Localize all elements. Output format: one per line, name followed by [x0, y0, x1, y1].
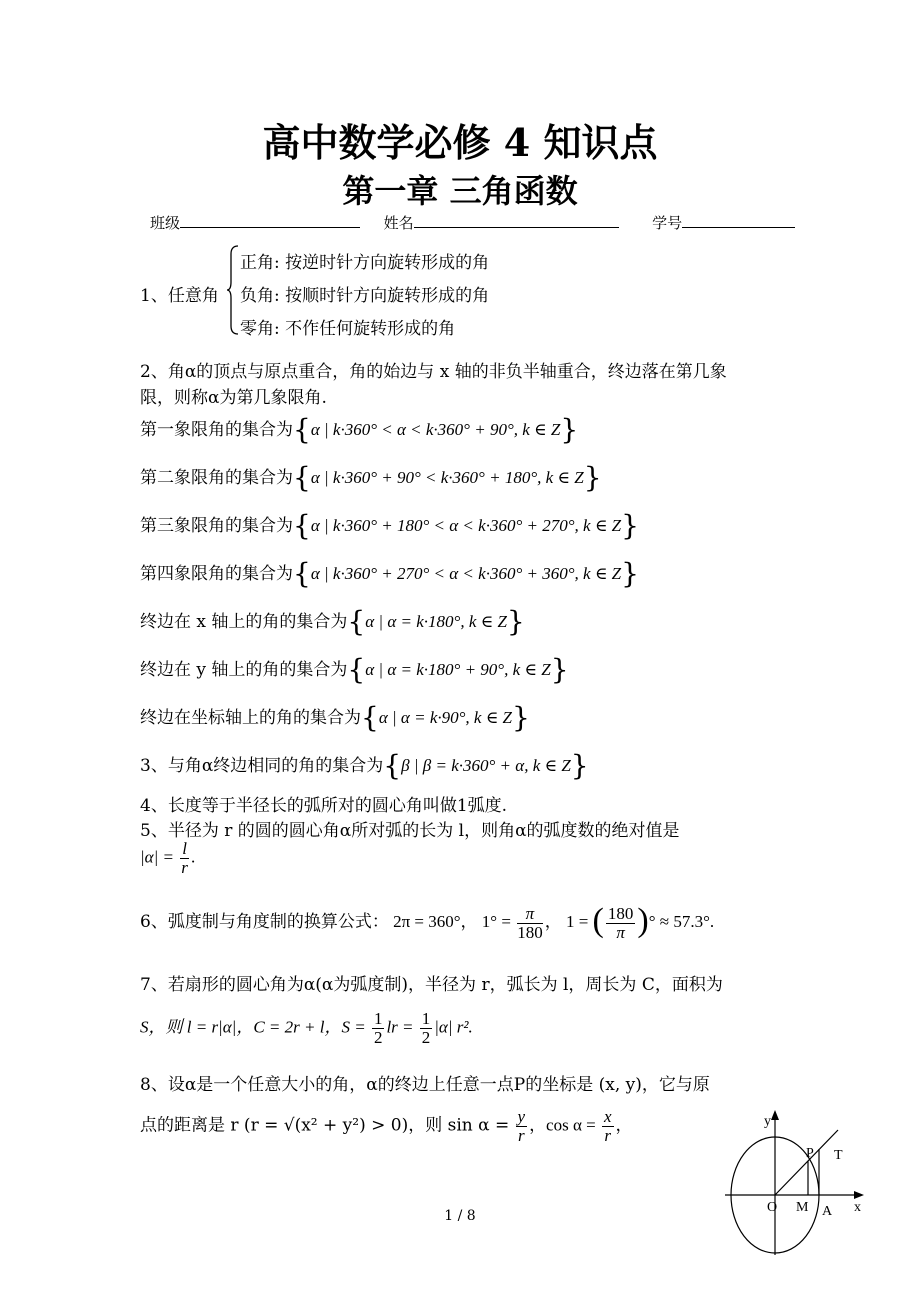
- item7-mid: lr =: [386, 1017, 414, 1037]
- q2-set: α | k·360° + 90° < k·360° + 180°, k ∈ Z: [310, 468, 584, 487]
- item7-s: S，则 l = r|α|，C = 2r + l，S =: [140, 1017, 366, 1037]
- fig-p-label: P: [806, 1146, 814, 1161]
- item8-line2: [140, 1108, 633, 1145]
- item7-line1: 7、若扇形的圆心角为α(α为弧度制)，半径为 r，弧长为 l，周长为 C，面积为: [140, 975, 723, 995]
- item8-sin-num: y: [517, 1107, 526, 1126]
- axes-row: 终边在坐标轴上的角的集合为{α | α = k·90°, k ∈ Z}: [140, 701, 530, 734]
- item8-mid: ，cos α =: [529, 1115, 596, 1135]
- brace-icon: [226, 244, 240, 336]
- name-blank[interactable]: [414, 213, 619, 228]
- class-label: 班级: [150, 214, 181, 232]
- terminal-side: [775, 1130, 838, 1195]
- header-fields: [150, 212, 795, 233]
- item8-r: 点的距离是 r (r = √(x² + y²) > 0)，则 sin α =: [140, 1115, 510, 1136]
- item6-f3-right: ° ≈ 57.3°.: [648, 912, 715, 931]
- item7-half2-den: 2: [421, 1028, 431, 1047]
- item8-cos-num: x: [603, 1107, 612, 1126]
- q1-set: α | k·360° < α < k·360° + 90°, k ∈ Z: [310, 420, 561, 439]
- item5-formula: [140, 840, 195, 877]
- x-axis-row: 终边在 x 轴上的角的集合为{α | α = k·180°, k ∈ Z}: [140, 605, 525, 638]
- item5-abs: |α| =: [140, 847, 174, 867]
- q3-row: 第三象限角的集合为{α | k·360° + 180° < α < k·360° + 270°, k ∈ Z}: [140, 509, 639, 542]
- item3-set: β | β = k·360° + α, k ∈ Z: [401, 756, 571, 775]
- item6-f1: 2π = 360°，: [393, 912, 478, 931]
- axes-set: α | α = k·90°, k ∈ Z: [378, 708, 512, 727]
- item6-f3-left: 1 =: [565, 912, 589, 931]
- item1-zero: 零角: 不作任何旋转形成的角: [240, 319, 456, 339]
- q2-label: 第二象限角的集合为: [140, 468, 293, 488]
- q1-row: 第一象限角的集合为{α | k·360° < α < k·360° + 90°, k ∈ Z}: [140, 413, 579, 446]
- q1-label: 第一象限角的集合为: [140, 420, 293, 440]
- item7-half-num: 1: [373, 1009, 383, 1028]
- fig-m-label: M: [796, 1200, 809, 1215]
- q4-label: 第四象限角的集合为: [140, 564, 293, 584]
- item8-end: ，: [615, 1115, 633, 1135]
- y-axis-set: α | α = k·180° + 90°, k ∈ Z: [365, 660, 551, 679]
- fig-o-label: O: [767, 1200, 778, 1215]
- item1-positive: 正角: 按逆时针方向旋转形成的角: [240, 253, 490, 273]
- q4-row: 第四象限角的集合为{α | k·360° + 270° < α < k·360° + 360°, k ∈ Z}: [140, 557, 639, 590]
- item3-label: 3、与角α终边相同的角的集合为: [140, 756, 384, 776]
- item6-f3-den: π: [616, 922, 625, 942]
- x-axis-set: α | α = k·180°, k ∈ Z: [365, 612, 507, 631]
- chapter-title: 第一章 三角函数: [342, 172, 578, 210]
- page-number: 1 / 8: [444, 1208, 476, 1224]
- item8-sin-den: r: [517, 1126, 525, 1145]
- item6-row: 6、弧度制与角度制的换算公式： 2π = 360°， 1° = $\frac{\pi}{180}$ ， 1 = ( $\frac{180}{\pi}$ )° ≈ 57.3°.: [140, 902, 715, 942]
- item4: 4、长度等于半径长的弧所对的圆心角叫做1弧度.: [140, 796, 508, 816]
- item7-formula: [140, 1010, 473, 1047]
- item7-end: |α| r².: [434, 1017, 473, 1037]
- q3-set: α | k·360° + 180° < α < k·360° + 270°, k ∈ Z: [310, 516, 622, 535]
- class-blank[interactable]: [180, 213, 360, 228]
- item2-line2: 限，则称α为第几象限角.: [140, 388, 327, 408]
- x-axis-label: 终边在 x 轴上的角的集合为: [140, 612, 348, 632]
- fig-a-label: A: [822, 1204, 833, 1219]
- item6-f2-num: π: [517, 905, 543, 924]
- item1-negative: 负角: 按顺时针方向旋转形成的角: [240, 286, 490, 306]
- item6-sep: ，: [544, 912, 562, 931]
- axes-label: 终边在坐标轴上的角的集合为: [140, 708, 361, 728]
- fig-y-label: y: [764, 1114, 771, 1129]
- item5-den: r: [181, 858, 188, 877]
- fig-t-label: T: [834, 1148, 843, 1163]
- item6-f2-left: 1° =: [481, 912, 511, 931]
- id-label: 学号: [652, 214, 683, 232]
- item5-num: l: [182, 839, 187, 858]
- item6-f3-num: 180: [607, 903, 634, 923]
- x-arrow-icon: [854, 1191, 864, 1199]
- item5-end: .: [190, 847, 196, 867]
- item8-cos-den: r: [604, 1126, 612, 1145]
- y-axis-label: 终边在 y 轴上的角的集合为: [140, 660, 348, 680]
- item7-half-den: 2: [373, 1028, 383, 1047]
- page-title: 高中数学必修 4 知识点: [262, 120, 658, 165]
- item2-line1: 2、角α的顶点与原点重合，角的始边与 x 轴的非负半轴重合，终边落在第几象: [140, 362, 727, 382]
- item5-line1: 5、半径为 r 的圆的圆心角α所对弧的长为 l，则角α的弧度数的绝对值是: [140, 821, 680, 841]
- unit-circle-figure: [720, 1105, 880, 1265]
- y-arrow-icon: [771, 1110, 779, 1120]
- fig-x-label: x: [854, 1200, 861, 1215]
- item1-lead: 1、任意角: [140, 286, 219, 306]
- q2-row: 第二象限角的集合为{α | k·360° + 90° < k·360° + 180°, k ∈ Z}: [140, 461, 602, 494]
- item3-row: 3、与角α终边相同的角的集合为{β | β = k·360° + α, k ∈ Z}: [140, 749, 589, 782]
- item7-half2-num: 1: [421, 1009, 431, 1028]
- y-axis-row: 终边在 y 轴上的角的集合为{α | α = k·180° + 90°, k ∈ Z}: [140, 653, 569, 686]
- q3-label: 第三象限角的集合为: [140, 516, 293, 536]
- name-label: 姓名: [383, 214, 414, 232]
- id-blank[interactable]: [682, 213, 795, 228]
- item8-line1: 8、设α是一个任意大小的角，α的终边上任意一点P的坐标是 (x, y)，它与原: [140, 1075, 710, 1095]
- q4-set: α | k·360° + 270° < α < k·360° + 360°, k ∈ Z: [310, 564, 622, 583]
- item6-label: 6、弧度制与角度制的换算公式：: [140, 912, 389, 932]
- item6-f2-den: 180: [517, 922, 543, 942]
